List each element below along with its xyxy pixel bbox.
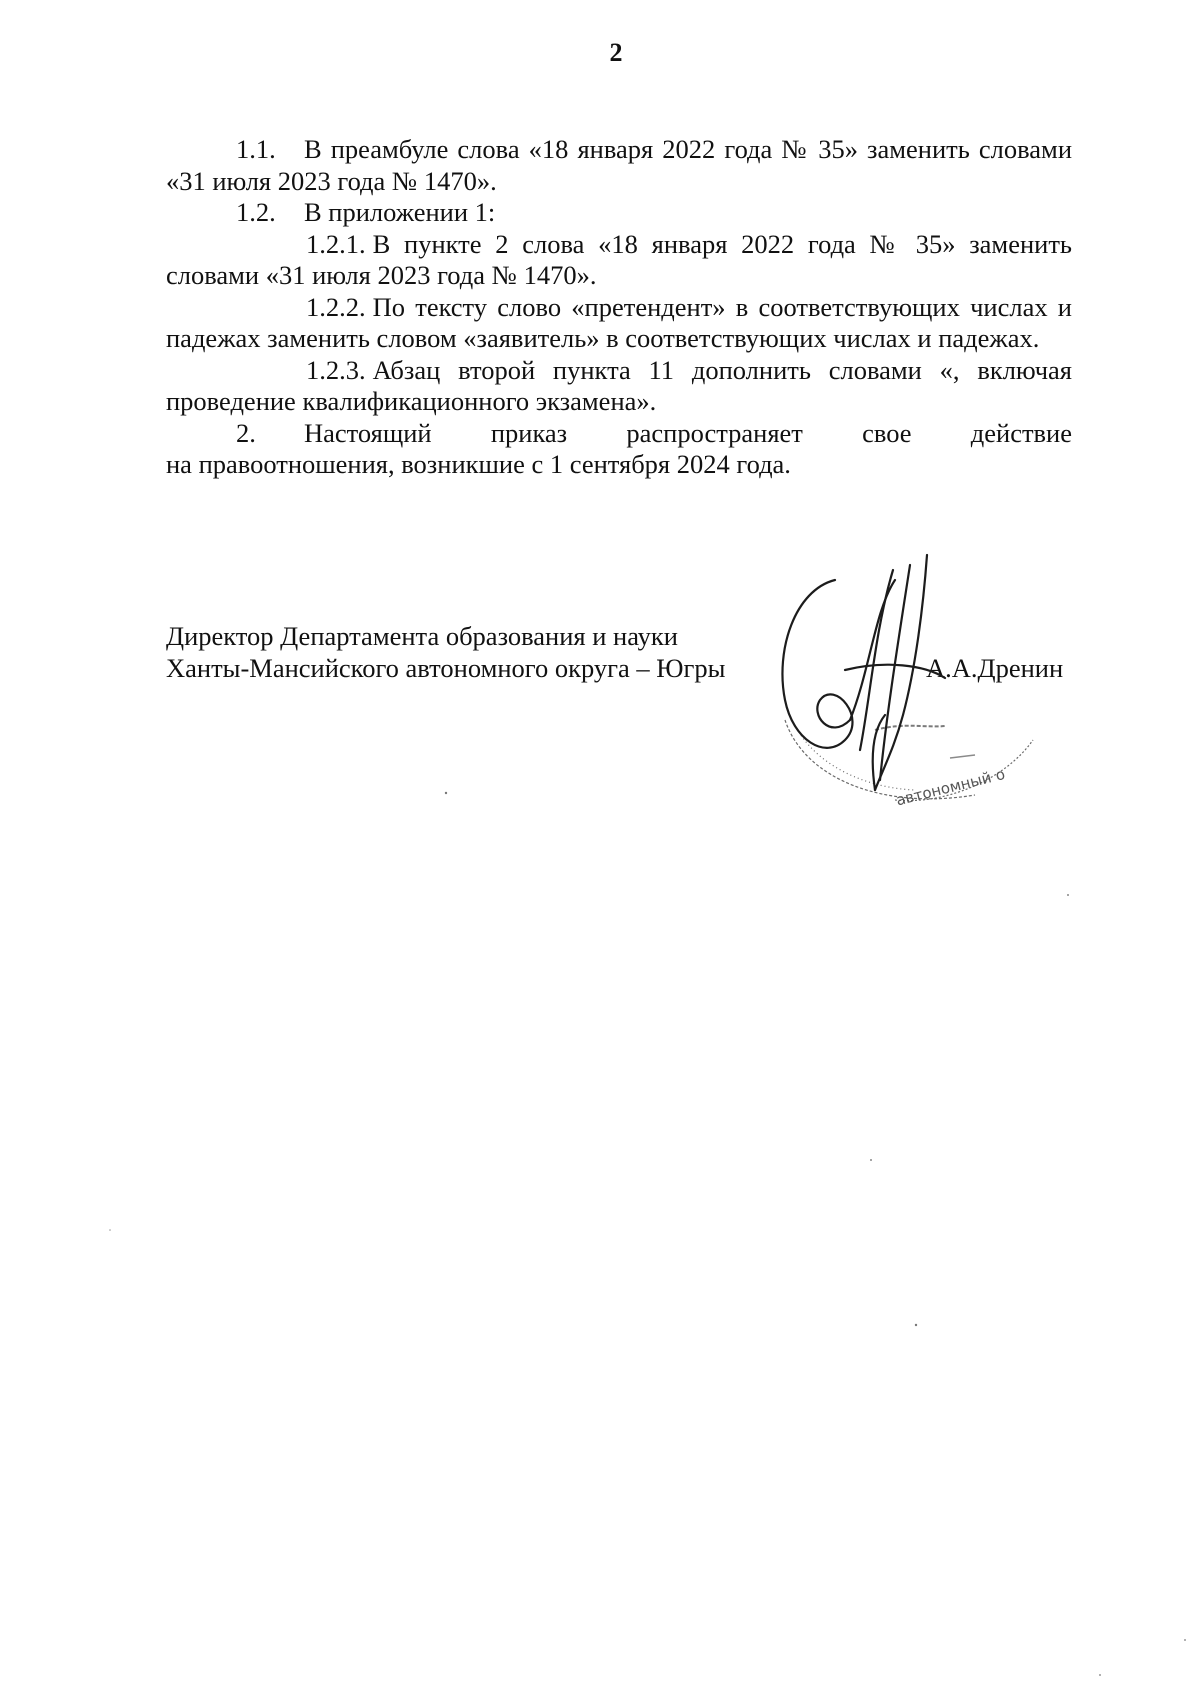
signature-and-stamp — [775, 550, 1055, 840]
paragraph-text-line2: на правоотношения, возникшие с 1 сентября 2024 года. — [166, 449, 791, 479]
paragraph-1-2 — [166, 197, 1072, 229]
paragraph-number: 1.1. — [236, 134, 276, 164]
paragraph-1-1 — [166, 134, 1072, 197]
paragraph-text-line1: Настоящий приказ распространяет свое действие — [304, 417, 1072, 448]
page-number: 2 — [609, 38, 623, 67]
paragraph-number: 1.2.2. — [306, 291, 366, 322]
paragraph-1-2-3 — [166, 355, 1072, 418]
signatory-position-line1: Директор Департамента образования и науки — [166, 621, 678, 651]
paragraph-1-2-1 — [166, 229, 1072, 292]
paragraph-text: В пункте 2 слова «18 января 2022 года № 35» заменить словами «31 июля 2023 года № 1470». — [166, 228, 1072, 290]
paragraph-text: Абзац второй пункта 11 дополнить словами «, включая проведение квалификационного экзамена». — [166, 354, 1072, 416]
paragraph-text: В преамбуле слова «18 января 2022 года № 35» заменить словами «31 июля 2023 года № 1470». — [166, 134, 1072, 196]
signatory-position — [166, 620, 725, 684]
paragraph-1-2-2 — [166, 292, 1072, 355]
paragraph-2-continued — [166, 449, 1072, 481]
paragraph-text: По тексту слово «претендент» в соответствующих числах и падежах заменить словом «заявитель» в соответствующих числах и падежах. — [166, 291, 1072, 353]
paragraph-number: 2. — [236, 417, 256, 448]
paragraph-number: 1.2.1. — [306, 228, 366, 259]
paragraph-2 — [166, 418, 1072, 450]
signatory-name: А.А.Дренин — [926, 653, 1064, 683]
paragraph-number: 1.2.3. — [306, 354, 366, 385]
official-stamp — [785, 720, 1033, 809]
signatory-position-line2: Ханты-Мансийского автономного округа – Югры — [166, 653, 726, 683]
stamp-text: автономный о — [894, 764, 1007, 810]
paragraph-number: 1.2. — [236, 197, 276, 227]
document-body — [166, 134, 1072, 481]
paragraph-text: В приложении 1: — [304, 197, 496, 227]
